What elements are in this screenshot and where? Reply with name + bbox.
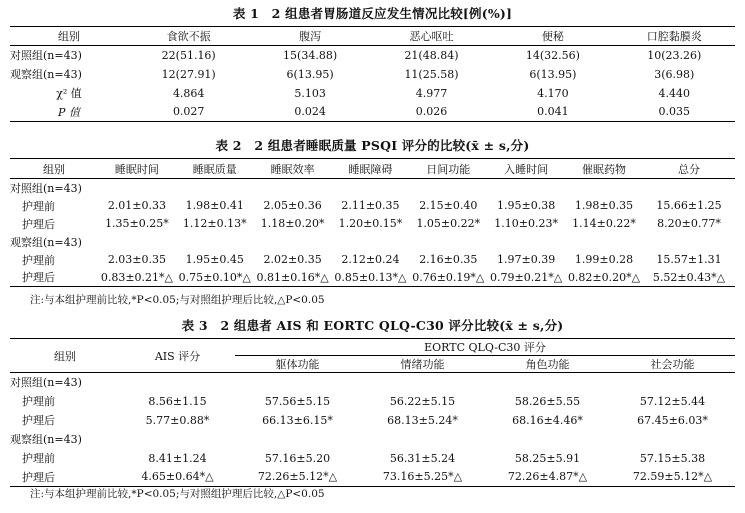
table2-cell: 1.18±0.20* xyxy=(260,217,325,230)
table2-cell: 5.52±0.43*△ xyxy=(652,270,726,284)
table3-cell: 66.13±6.15* xyxy=(262,413,333,427)
table3-cell: 8.41±1.24 xyxy=(148,451,207,465)
table3-group-label: 对照组(n=43) xyxy=(10,376,82,390)
table2-cell: 护理前 xyxy=(22,253,55,267)
table3-cell: 57.12±5.44 xyxy=(639,394,706,408)
table2-cell: 护理前 xyxy=(22,199,55,213)
table2-cell: 2.15±0.40 xyxy=(419,199,478,212)
table2-cell: 1.97±0.39 xyxy=(497,253,556,266)
table-row xyxy=(10,468,735,487)
table2-cell: 0.81±0.16*△ xyxy=(256,270,329,284)
table2-group-label: 观察组(n=43) xyxy=(10,235,82,249)
table2-cell: 15.57±1.31 xyxy=(656,253,722,266)
table1-cell: P 值 xyxy=(58,105,80,119)
table3-subheader: 情绪功能 xyxy=(400,358,445,371)
table-row xyxy=(10,373,735,392)
table2-cell: 2.16±0.35 xyxy=(419,253,478,266)
table1-cell: 4.440 xyxy=(658,86,691,100)
table3-cell: 72.26±5.12*△ xyxy=(257,470,338,484)
table-row xyxy=(10,103,735,122)
table-row xyxy=(10,392,735,411)
table1-header: 组别 xyxy=(58,30,80,43)
table1-cell: 5.103 xyxy=(294,86,326,100)
table2-header: 总分 xyxy=(678,162,700,176)
table3-cell: 57.16±5.20 xyxy=(264,451,331,465)
table2-header: 睡眠障碍 xyxy=(348,162,393,176)
table3-subheader: 社会功能 xyxy=(650,358,695,371)
table3-cell: 4.65±0.64*△ xyxy=(141,470,214,484)
table2-cell: 1.10±0.23* xyxy=(494,217,558,230)
table-row xyxy=(10,449,735,468)
table3-cell: 68.16±4.46* xyxy=(512,413,583,427)
table-row xyxy=(10,46,735,65)
table1-header: 恶心呕吐 xyxy=(409,30,454,43)
table2-cell: 1.95±0.45 xyxy=(185,253,244,266)
table3-cell: 8.56±1.15 xyxy=(148,394,207,408)
table1-cell: 4.170 xyxy=(537,86,569,100)
table2-header: 睡眠时间 xyxy=(114,162,159,176)
table3-header: 组别 xyxy=(10,339,120,373)
table2-header: 睡眠质量 xyxy=(192,162,237,176)
table3-cell: 护理后 xyxy=(22,414,55,427)
table3-cell: 72.59±5.12*△ xyxy=(632,470,713,484)
table2-cell: 0.82±0.20*△ xyxy=(567,270,641,284)
table1-cell: 3(6.98) xyxy=(654,67,695,81)
table1-cell: 0.027 xyxy=(172,105,205,119)
table3-cell: 56.31±5.24 xyxy=(389,451,456,465)
table2 xyxy=(10,158,735,287)
table1-header-row xyxy=(10,27,735,46)
table2-cell: 1.98±0.35 xyxy=(574,199,634,212)
table2-cell: 2.05±0.36 xyxy=(263,199,322,212)
table1-cell: 对照组(n=43) xyxy=(10,49,82,63)
table2-header: 日间功能 xyxy=(426,162,471,176)
table-row xyxy=(10,233,735,251)
table1-cell: 6(13.95) xyxy=(529,67,577,81)
table1-cell: 10(23.26) xyxy=(647,48,702,62)
table2-cell: 1.05±0.22* xyxy=(416,217,481,230)
table-row xyxy=(10,269,735,287)
table-row xyxy=(10,179,735,197)
table2-cell: 0.85±0.13*△ xyxy=(334,270,407,284)
table1-cell: χ² 值 xyxy=(56,87,82,100)
table2-cell: 1.35±0.25* xyxy=(105,217,169,230)
table2-cell: 2.11±0.35 xyxy=(341,199,400,212)
table2-cell: 2.12±0.24 xyxy=(341,253,400,266)
table2-header-row xyxy=(10,159,735,179)
table3-subheader: 角色功能 xyxy=(525,358,570,371)
table2-cell: 1.95±0.38 xyxy=(497,199,556,212)
table3-cell: 护理后 xyxy=(22,470,55,484)
table3-cell: 67.45±6.03* xyxy=(637,413,708,427)
table3-cell: 58.25±5.91 xyxy=(514,451,581,465)
table-row xyxy=(10,65,735,84)
table2-cell: 2.03±0.35 xyxy=(107,253,167,266)
table3-cell: 57.56±5.15 xyxy=(264,394,331,408)
table2-cell: 0.83±0.21*△ xyxy=(100,270,173,284)
table3-cell: 护理前 xyxy=(22,395,55,408)
table1-cell: 0.026 xyxy=(415,105,448,119)
table-row xyxy=(10,215,735,233)
table2-caption: 表 2 2 组患者睡眠质量 PSQI 评分的比较(x̄ ± s,分) xyxy=(215,138,530,153)
table3-footnote: 注:与本组护理前比较,*P<0.05;与对照组护理后比较,△P<0.05 xyxy=(30,488,325,500)
table3-cell: 58.26±5.55 xyxy=(514,394,581,408)
table3 xyxy=(10,338,735,487)
table2-cell: 2.01±0.33 xyxy=(107,199,167,212)
table-row xyxy=(10,430,735,449)
table3-cell: 5.77±0.88* xyxy=(145,413,210,427)
table1-cell: 0.035 xyxy=(658,105,691,119)
table2-cell: 1.14±0.22* xyxy=(572,217,636,230)
table2-cell: 1.98±0.41 xyxy=(185,199,244,212)
table2-cell: 1.20±0.15* xyxy=(338,217,403,230)
table1-cell: 21(48.84) xyxy=(404,48,459,62)
table3-group-label: 观察组(n=43) xyxy=(10,433,82,446)
table3-cell: 57.15±5.38 xyxy=(639,451,706,465)
table1-header: 口腔黏膜炎 xyxy=(646,30,702,43)
table2-cell: 护理后 xyxy=(22,271,55,285)
table2-cell: 1.12±0.13* xyxy=(182,217,247,230)
table1-cell: 22(51.16) xyxy=(161,48,216,62)
table-row xyxy=(10,411,735,430)
table2-group-label: 对照组(n=43) xyxy=(10,181,82,195)
table3-cell: 56.22±5.15 xyxy=(389,394,456,408)
table1-cell: 观察组(n=43) xyxy=(10,68,82,81)
table3-header: AIS 评分 xyxy=(120,339,235,373)
table3-caption: 表 3 2 组患者 AIS 和 EORTC QLQ-C30 评分比较(x̄ ± s,分) xyxy=(181,318,564,333)
table3-header: EORTC QLQ-C30 评分 xyxy=(235,339,735,356)
table3-subheader: 躯体功能 xyxy=(275,358,320,371)
table3-cell: 68.13±5.24* xyxy=(387,413,458,427)
table1-cell: 4.977 xyxy=(415,86,448,100)
table2-header: 入睡时间 xyxy=(504,162,549,176)
table1-cell: 4.864 xyxy=(172,86,205,100)
table2-cell: 护理后 xyxy=(22,217,55,231)
table2-header: 睡眠效率 xyxy=(270,162,315,176)
table3-cell: 护理前 xyxy=(22,452,55,465)
table1-cell: 12(27.91) xyxy=(161,67,216,81)
table3-header-row xyxy=(10,339,735,356)
table3-cell: 72.26±4.87*△ xyxy=(507,470,588,484)
table2-header: 催眠药物 xyxy=(582,162,627,176)
table2-cell: 0.76±0.19*△ xyxy=(412,270,485,284)
table2-cell: 1.99±0.28 xyxy=(574,253,634,266)
table2-cell: 0.75±0.10*△ xyxy=(178,270,251,284)
table2-cell: 2.02±0.35 xyxy=(263,253,322,266)
table1 xyxy=(10,26,735,122)
table1-cell: 14(32.56) xyxy=(525,48,580,62)
table1-header: 食欲不振 xyxy=(166,30,211,43)
table1-cell: 11(25.58) xyxy=(404,67,459,81)
table2-cell: 0.79±0.21*△ xyxy=(490,270,563,284)
table1-cell: 15(34.88) xyxy=(283,48,338,62)
table3-cell: 73.16±5.25*△ xyxy=(382,470,463,484)
table2-header: 组别 xyxy=(43,162,65,176)
table1-caption: 表 1 2 组患者胃肠道反应发生情况比较[例(%)] xyxy=(232,6,513,21)
table1-header: 腹泻 xyxy=(299,30,322,43)
table-row xyxy=(10,84,735,103)
table1-cell: 0.041 xyxy=(537,105,569,119)
table-row xyxy=(10,197,735,215)
table-row xyxy=(10,251,735,269)
table1-cell: 6(13.95) xyxy=(286,67,334,81)
table2-cell: 15.66±1.25 xyxy=(656,199,722,212)
table2-cell: 8.20±0.77* xyxy=(657,217,721,230)
table1-header: 便秘 xyxy=(541,30,564,43)
table2-footnote: 注:与本组护理前比较,*P<0.05;与对照组护理后比较,△P<0.05 xyxy=(30,294,325,306)
table1-cell: 0.024 xyxy=(294,105,326,119)
